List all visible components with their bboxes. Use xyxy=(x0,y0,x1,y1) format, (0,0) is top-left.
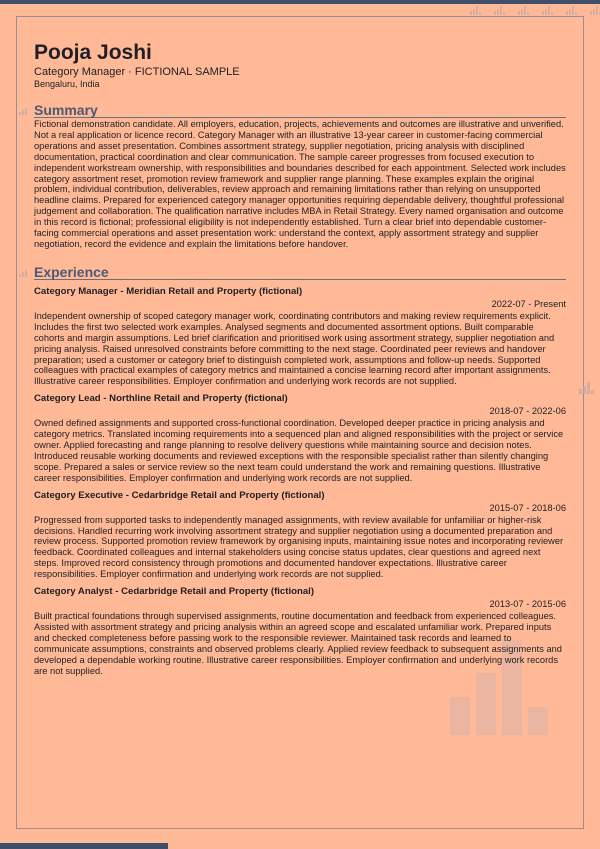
candidate-name: Pooja Joshi xyxy=(34,41,152,64)
bar-chart-icon xyxy=(19,268,27,277)
job-entry xyxy=(34,490,566,580)
bar-chart-icon xyxy=(590,6,600,15)
experience-section xyxy=(34,265,566,677)
bar-chart-icon xyxy=(542,6,553,15)
resume-header xyxy=(34,42,566,90)
resume-content xyxy=(34,42,566,677)
location: Bengaluru, India xyxy=(34,79,100,89)
job-title: Category Lead - Northline Retail and Property (fictional) xyxy=(34,393,288,405)
job-entry xyxy=(34,393,566,483)
section-title-summary: Summary xyxy=(34,103,566,118)
job-dates: 2015-07 - 2018-06 xyxy=(489,502,566,513)
bar-chart-icon xyxy=(470,6,481,15)
summary-section xyxy=(34,103,566,250)
decorative-chart-row xyxy=(470,6,600,15)
role-line: Category Manager · FICTIONAL SAMPLE xyxy=(34,66,240,78)
job-dates: 2022-07 - Present xyxy=(491,298,566,309)
job-description: Built practical foundations through supervised assignments, routine documentation and feedback from experienced colleagues. Assisted with assortment strategy and pricing analysis within an agreed scope and escalated unfamiliar work. Prepared inputs and checked completeness before passing work to the responsible reviewer. Maintained task records and learned to communicate assumptions, constraints and observed problems clearly. Applied review feedback to subsequent assignments and developed a dependable working routine. Illustrative career responsibilities. Employer confirmation and underlying work records are not supplied. xyxy=(34,611,562,676)
job-title: Category Manager - Meridian Retail and Property (fictional) xyxy=(34,285,303,297)
job-dates: 2013-07 - 2015-06 xyxy=(489,599,566,610)
job-title: Category Analyst - Cedarbridge Retail and Property (fictional) xyxy=(34,586,315,598)
bar-chart-icon xyxy=(579,382,594,394)
job-entry xyxy=(34,286,566,387)
job-description: Independent ownership of scoped category manager work, coordinating contributors and making review requirements explicit. Includes the first two selected work examples. Analysed segments and documented assortment options. Built comparable cohorts and margin assumptions. Led brief clarification and prioritised work using assortment strategy, supplier negotiation and pricing analysis. Raised unresolved constraints before committing to the next stage. Coordinated peer reviews and handover preparation; used a customer or category brief to distinguish completed work, assumptions and follow-up needs. Supported colleagues with practical examples of category metrics and maintained a concise learning record after important assignments. Illustrative career responsibilities. Employer confirmation and underlying work records are not supplied. xyxy=(34,310,555,387)
job-entry xyxy=(34,586,566,676)
section-title-experience: Experience xyxy=(34,265,566,280)
job-title: Category Executive - Cedarbridge Retail and Property (fictional) xyxy=(34,489,325,501)
summary-text: Fictional demonstration candidate. All employers, education, projects, achievements and outcomes are illustrative and unverified. Not a real application or licence record. Category Manager with an illustrative 13-year career in customer-facing commercial operations and asset presentation. Combines assortment strategy, supplier negotiation, pricing analysis with disciplined documentation, practical coordination and clear communication. The sample career progresses from focused execution to independent workstream ownership, with responsibilities and boundaries described for each appointment. Selected work includes category assortment reset, promotion review framework and supplier range planning. These examples explain the original problem, individual contribution, deliverables, review approach and remaining limitations rather than relying on unsupported headline claims. Prepared for experienced category manager opportunities requiring dependable delivery, thoughtful professional judgement and collaboration. The qualification narrative includes MBA in Retail Strategy. Every named organisation and outcome in this record is fictional; professional eligibility is not independently established. Turn a clear brief into dependable customer-facing commercial operations and asset presentation work: understand the context, apply assortment strategy and supplier negotiation, record the evidence and explain the limitations before handover. xyxy=(34,119,566,249)
job-dates: 2018-07 - 2022-06 xyxy=(489,406,566,417)
top-accent-bar xyxy=(0,0,600,4)
bar-chart-icon xyxy=(518,6,529,15)
bar-chart-icon xyxy=(494,6,505,15)
job-description: Progressed from supported tasks to independently managed assignments, with review available for unfamiliar or higher-risk decisions. Handled recurring work involving assortment strategy and supplier negotiation using a documented preparation and review process. Supported promotion review framework by organising inputs, maintaining issue notes and incorporating reviewer feedback. Coordinated colleagues and internal stakeholders using concise status updates, clear questions and agreed next steps. Improved record consistency through promotions and documented handover expectations. Illustrative career responsibilities. Employer confirmation and underlying work records are not supplied. xyxy=(34,514,564,580)
bar-chart-icon xyxy=(19,106,27,115)
side-decoration xyxy=(579,382,594,394)
job-description: Owned defined assignments and supported cross-functional coordination. Developed deeper practice in pricing analysis and category metrics. Translated incoming requirements into a sequenced plan and aligned responsibilities with the project or service owner. Applied forecasting and range planning to resolve delivery questions while maintaining source and decision notes. Introduced reusable working documents and reviewed exceptions with the responsible specialist rather than silently changing scope. Prepared a sales or service review so the next team could understand the work and remaining questions. Illustrative career responsibilities. Employer confirmation and underlying work records are not supplied. xyxy=(34,418,564,483)
bar-chart-icon xyxy=(566,6,577,15)
bottom-accent-bar xyxy=(0,843,168,849)
